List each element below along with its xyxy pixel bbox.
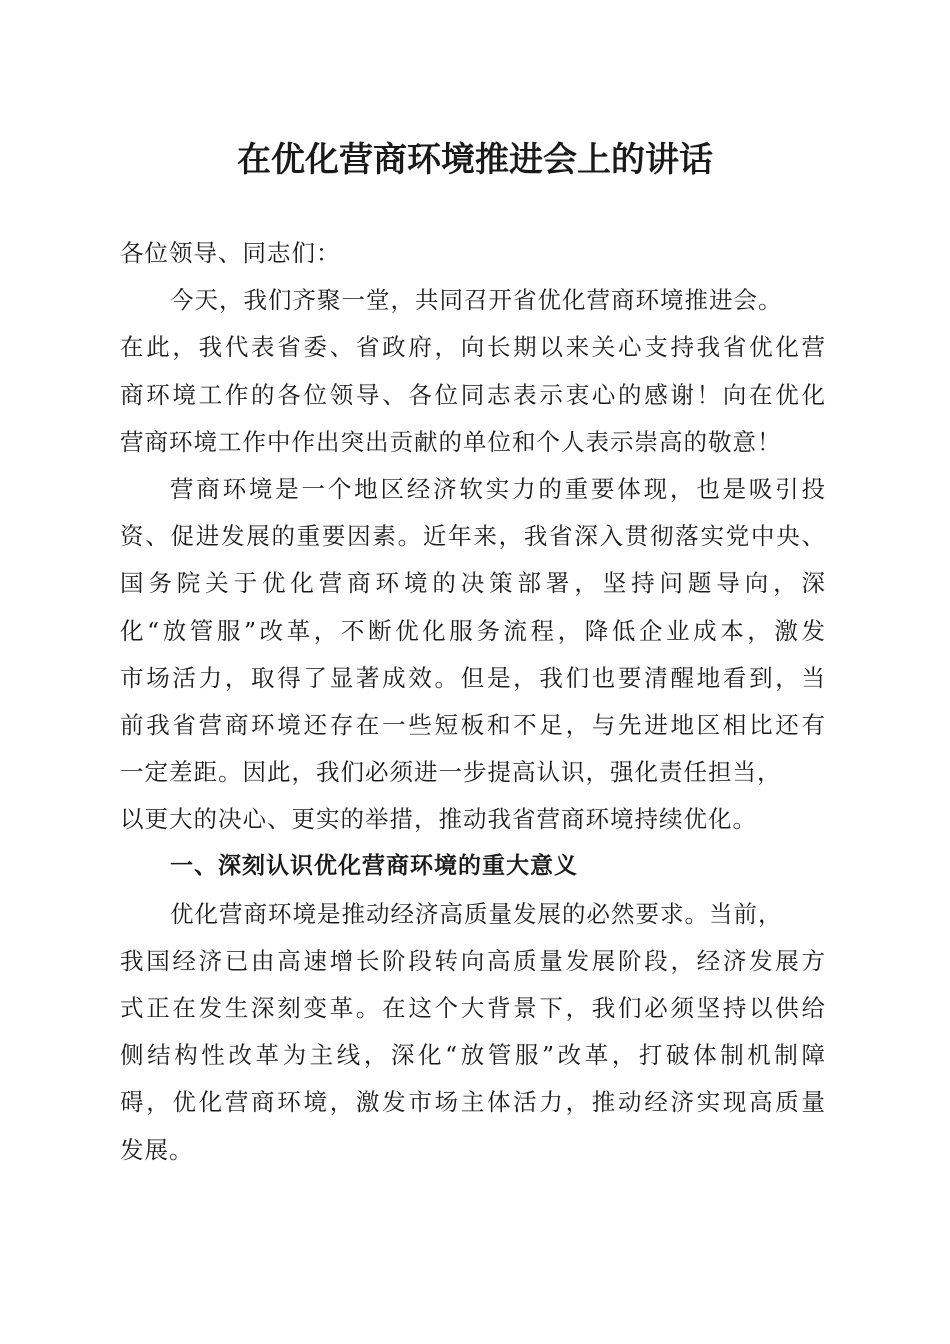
paragraph-2-line-2: 资、促进发展的重要因素。近年来，我省深入贯彻落实党中央、	[120, 522, 826, 551]
section-paragraph-line-4: 侧结构性改革为主线，深化“放管服”改革，打破体制机制障	[120, 1041, 826, 1070]
paragraph-2-line-4: 化“放管服”改革，不断优化服务流程，降低企业成本，激发	[120, 616, 826, 645]
document-title: 在优化营商环境推进会上的讲话	[237, 140, 713, 180]
paragraph-1-line-4: 营商环境工作中作出突出贡献的单位和个人表示崇高的敬意！	[120, 427, 782, 456]
section-paragraph-line-2: 我国经济已由高速增长阶段转向高质量发展阶段，经济发展方	[120, 946, 826, 975]
paragraph-2-line-8: 以更大的决心、更实的举措，推动我省营商环境持续优化。	[120, 805, 757, 834]
document-body	[120, 230, 826, 1174]
paragraph-2-line-3: 国务院关于优化营商环境的决策部署，坚持问题导向，深	[120, 569, 826, 598]
paragraph-2-line-1: 营商环境是一个地区经济软实力的重要体现，也是吸引投	[170, 474, 826, 503]
paragraph-1-line-2: 在此，我代表省委、省政府，向长期以来关心支持我省优化营	[120, 333, 826, 362]
section-paragraph-line-1: 优化营商环境是推动经济高质量发展的必然要求。当前，	[170, 899, 783, 928]
paragraph-1-line-1: 今天，我们齐聚一堂，共同召开省优化营商环境推进会。	[170, 286, 783, 315]
section-paragraph-line-6: 发展。	[120, 1135, 194, 1164]
paragraph-2-line-5: 市场活力，取得了显著成效。但是，我们也要清醒地看到，当	[120, 663, 826, 692]
section-paragraph-line-3: 式正在发生深刻变革。在这个大背景下，我们必须坚持以供给	[120, 994, 826, 1022]
paragraph-1-line-3: 商环境工作的各位领导、各位同志表示衷心的感谢！向在优化	[120, 380, 826, 409]
paragraph-2-line-7: 一定差距。因此，我们必须进一步提高认识，强化责任担当，	[120, 758, 782, 787]
section-heading: 一、深刻认识优化营商环境的重大意义	[170, 853, 578, 880]
section-paragraph-line-5: 碍，优化营商环境，激发市场主体活力，推动经济实现高质量	[120, 1088, 826, 1117]
paragraph-2-line-6: 前我省营商环境还存在一些短板和不足，与先进地区相比还有	[120, 710, 826, 739]
salutation: 各位领导、同志们：	[120, 239, 341, 267]
